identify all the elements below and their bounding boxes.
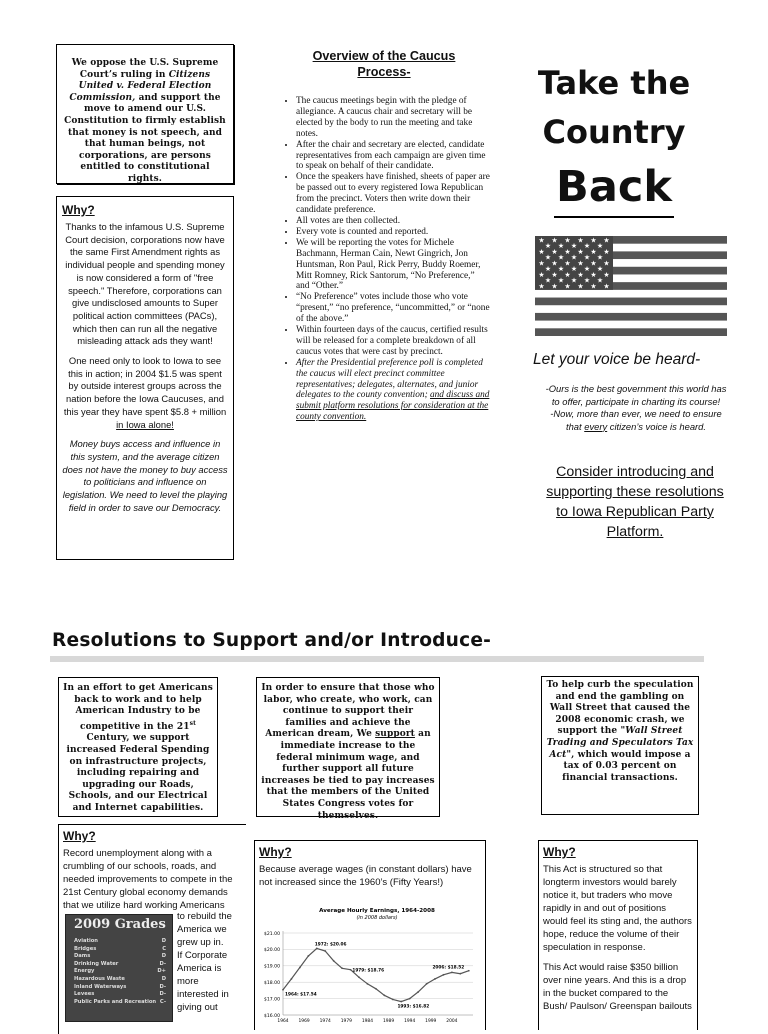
caucus-step: • Once the speakers have finished, sheets of paper are be passed out to every registered Iowa Republican from the precinct. Voters then write down their candidate preference.: [296, 172, 490, 216]
flag-star: ★: [564, 247, 571, 256]
data-point: [451, 971, 453, 973]
data-point: [409, 998, 411, 1000]
data-point: [282, 989, 284, 991]
why-paragraph: Thanks to the infamous U.S. Supreme Court decision, corporations now have the same First Amendment rights as individual people and spending money is now considered a form of "free speech." Therefore, corporations can give undisclosed amounts to Super political action committees (PACs), which then can run all the negative misleading attack ads they want!: [65, 221, 225, 347]
y-tick-label: $16.00: [263, 1013, 280, 1019]
data-point: [307, 955, 309, 957]
caucus-step: • Within fourteen days of the caucus, certified results will be released for a complete breakdown of all caucus votes that were cast by precinct.: [296, 325, 490, 358]
flag-star: ★: [596, 265, 604, 274]
flag-star: ★: [583, 253, 591, 262]
chart-title: Average Hourly Earnings, 1964-2008: [319, 908, 435, 914]
flag-star: ★: [596, 276, 604, 285]
data-point: [299, 967, 301, 969]
heading-rule: [50, 656, 704, 662]
x-tick-label: 1964: [277, 1019, 289, 1024]
cover-note-2: -Now, more than ever, we need to ensure that every citizen’s voice is heard.: [550, 408, 722, 432]
flag-star: ★: [590, 236, 597, 245]
resolutions-heading: Resolutions to Support and/or Introduce-: [52, 630, 492, 651]
caucus-step: • “No Preference” votes include those who vote “present,” “no preference, “uncommitted,” or “none of the above.”: [296, 292, 490, 325]
data-point: [324, 950, 326, 952]
flag-star: ★: [551, 236, 558, 245]
flag-star: ★: [544, 253, 552, 262]
data-point: [400, 1001, 402, 1003]
flag-star: ★: [538, 282, 545, 291]
flag-star: ★: [544, 276, 552, 285]
x-tick-label: 1979: [340, 1019, 352, 1024]
democracy-paragraph: Money buys access and influence in this system, and the average citizen does not have the money to buy access to politicians and influence on legislation. We need to level the playing field in order to save our Democracy.: [62, 438, 228, 513]
flag-image: [535, 236, 727, 336]
resolution-infrastructure-text: In an effort to get Americans back to work and to help American Industry to be competitive in the 21st Century, we support increased Federal Spending on infrastructure projects, including repairing and upgrading our Roads, Schools, and our Electrical and Internet capabilities.: [63, 683, 213, 813]
data-point: [459, 973, 461, 975]
resolution-minimum-wage-text: In order to ensure that those who labor, who create, who work, can continue to support their families and achieve the American dream, We support an immediate increase to the federal minimum wage, and further support all future increases be tied to pay increases that the members of the United States Congress votes for themselves.: [261, 683, 435, 821]
data-point: [350, 969, 352, 971]
flag-star: ★: [577, 259, 584, 268]
flag-stripe: [535, 313, 727, 321]
caucus-step: • After the chair and secretary are elected, candidate representatives from each campaign are given time to speak on behalf of their candidate.: [296, 140, 490, 173]
flag-star: ★: [583, 265, 591, 274]
caucus-step: • We will be reporting the votes for Michele Bachmann, Herman Cain, Newt Gingrich, Jon Huntsman, Ron Paul, Rick Perry, Buddy Roemer, Mitt Romney, Rick Santorum, “No Preference,” and “Other.”: [296, 238, 490, 293]
x-tick-label: 1969: [298, 1019, 310, 1024]
hourly-earnings-chart: [257, 903, 481, 1031]
flag-star: ★: [590, 259, 597, 268]
cover-title: [520, 60, 708, 218]
y-tick-label: $17.00: [263, 997, 280, 1003]
flag-star: ★: [557, 242, 565, 251]
x-tick-label: 1989: [382, 1019, 395, 1024]
grade-row: Energy D+: [74, 968, 166, 975]
iowa-spending-paragraph: One need only to look to Iowa to see this in action; in 2004 $1.5 was spent by outside interest groups across the nation before the Iowa Caucuses, and this year they have spent $5.8 + million in Iowa alone!: [63, 355, 227, 430]
flag-star: ★: [551, 270, 558, 279]
grade-row: Dams D: [74, 953, 166, 960]
flag-star: ★: [577, 247, 584, 256]
flag-stripe: [535, 298, 727, 306]
grade-row: Hazardous Waste D: [74, 975, 166, 982]
flag-star: ★: [564, 259, 571, 268]
infrastructure-why-side-text: to rebuild the America we grew up in. If Corporate America is more interested in giving out: [177, 911, 232, 1013]
american-flag: [535, 236, 727, 336]
flag-star: ★: [603, 270, 610, 279]
chart-annotation: 1964: $17.54: [285, 992, 317, 998]
data-point: [443, 974, 445, 976]
trading-tax-why-p1: This Act is structured so that longterm investors would barely notice it, but traders who move rapidly in and out of positions would feel its sting and, the authors hope, reduce the volume of their speculation in response.: [543, 864, 692, 953]
grade-row: Drinking Water D-: [74, 960, 166, 967]
infrastructure-why-box: [58, 824, 246, 1034]
y-tick-label: $21.00: [263, 931, 280, 937]
why-heading: Why?: [259, 845, 292, 859]
cover-note-1: -Ours is the best government this world has to offer, participate in charting its course!: [545, 383, 727, 407]
caucus-overview: [278, 48, 490, 423]
flag-star: ★: [603, 282, 610, 291]
grade-row: Inland Waterways D-: [74, 983, 166, 990]
caucus-step: • All votes are then collected.: [296, 216, 490, 227]
flag-star: ★: [564, 270, 571, 279]
grade-row: Bridges C: [74, 945, 166, 952]
data-point: [375, 988, 377, 990]
grades-table: [65, 914, 173, 1022]
caucus-step: • Every vote is counted and reported.: [296, 227, 490, 238]
cover-notes: [542, 383, 730, 433]
data-point: [417, 991, 419, 993]
chart-annotation: 1993: $16.82: [397, 1004, 430, 1010]
data-point: [468, 970, 470, 972]
flag-stripe: [535, 290, 727, 298]
resolution-minimum-wage: [256, 677, 440, 821]
grade-row: Public Parks and Recreation C-: [74, 998, 166, 1005]
x-tick-label: 2004: [446, 1019, 458, 1024]
flag-star: ★: [590, 247, 597, 256]
why-heading: Why?: [543, 845, 576, 859]
trading-tax-why-p2: This Act would raise $350 billion over nine years. And this is a drop in the bucket compared to the Bush/ Paulson/ Greenspan bailouts: [543, 962, 692, 1012]
flag-star: ★: [570, 276, 578, 285]
x-tick-label: 1994: [404, 1019, 416, 1024]
why-heading: Why?: [63, 829, 96, 843]
flag-star: ★: [570, 253, 578, 262]
data-point: [316, 948, 318, 950]
flag-star: ★: [538, 247, 545, 256]
flag-star: ★: [570, 242, 578, 251]
money-why-box: [56, 196, 234, 560]
trading-tax-why-box: [538, 840, 698, 1030]
resolution-trading-tax-text: To help curb the speculation and end the gambling on Wall Street that caused the 2008 economic crash, we support the "Wall Street Trading and Speculators Tax Act", which would impose a tax of 0.03 percent on financial transactions.: [546, 680, 694, 783]
y-tick-label: $19.00: [263, 964, 280, 970]
data-point: [341, 967, 343, 969]
y-tick-label: $20.00: [263, 948, 280, 954]
y-tick-label: $18.00: [263, 981, 280, 986]
flag-star: ★: [551, 259, 558, 268]
flag-star: ★: [564, 236, 571, 245]
flag-star: ★: [603, 247, 610, 256]
data-point: [426, 983, 428, 985]
x-tick-label: 1999: [425, 1019, 437, 1024]
flag-star: ★: [557, 253, 565, 262]
flag-star: ★: [577, 282, 584, 291]
grade-row: Aviation D: [74, 938, 166, 944]
flag-star: ★: [590, 282, 597, 291]
chart-annotation: 2006: $18.52: [432, 965, 465, 971]
data-point: [434, 978, 436, 980]
wages-why-box: [254, 840, 486, 1030]
data-point: [291, 978, 293, 980]
why-heading: Why?: [62, 203, 95, 217]
flag-star: ★: [570, 265, 578, 274]
flag-star: ★: [590, 270, 597, 279]
data-point: [358, 976, 360, 978]
chart-annotation: 1979: $18.76: [352, 968, 385, 974]
cover-line-3: Back: [554, 158, 674, 218]
flag-star: ★: [557, 265, 565, 274]
flag-star: ★: [544, 242, 552, 251]
consider-text: Consider introducing and supporting these resolutions to Iowa Republican Party Platform.: [546, 464, 724, 540]
flag-star: ★: [538, 236, 545, 245]
x-tick-label: 1974: [319, 1019, 331, 1024]
caucus-step: • The caucus meetings begin with the pledge of allegiance. A caucus chair and secretary will be elected by the body to run the meeting and take notes.: [296, 96, 490, 140]
flag-star: ★: [577, 236, 584, 245]
citizens-united-text: We oppose the U.S. Supreme Court’s ruling in Citizens United v. Federal Election Commission, and support the move to amend our U.S. Constitution to firmly establish that money is not speech, and that human beings, not corporations, are persons entitled to constitutional rights.: [64, 58, 226, 184]
flag-star: ★: [583, 276, 591, 285]
flag-star: ★: [603, 259, 610, 268]
wages-why-text: Because average wages (in constant dollars) have not increased since the 1960’s (Fifty Years!): [259, 864, 472, 888]
caucus-step: • After the Presidential preference poll is completed the caucus will elect precinct committee representatives; delegates, alternates, and junior delegates to the county convention; and discuss and submit platform resolutions for consideration at the county convention.: [296, 358, 490, 423]
x-tick-label: 1984: [361, 1019, 374, 1024]
data-point: [333, 960, 335, 962]
flag-stripe: [535, 328, 727, 336]
flag-star: ★: [603, 236, 610, 245]
cover-line-2: Country: [542, 113, 686, 151]
grades-title: 2009 Grades: [74, 917, 166, 932]
flag-star: ★: [551, 282, 558, 291]
flag-star: ★: [596, 253, 604, 262]
flag-star: ★: [538, 259, 545, 268]
data-point: [392, 999, 394, 1001]
resolution-infrastructure: [58, 677, 218, 817]
infrastructure-why-text: Record unemployment along with a crumbling of our schools, roads, and needed improvements to compete in the 21st Century global economy demands that we utilize hard working Americans: [63, 848, 233, 911]
flag-star: ★: [577, 270, 584, 279]
grade-row: Levees D-: [74, 991, 166, 998]
overview-title: Overview of the Caucus Process-: [312, 49, 456, 79]
chart-subtitle: (in 2008 dollars): [356, 915, 398, 921]
tagline: Let your voice be heard-: [533, 351, 701, 368]
flag-stripe: [535, 305, 727, 313]
flag-stripe: [535, 321, 727, 329]
flag-star: ★: [538, 270, 545, 279]
citizens-united-box: [56, 44, 234, 184]
flag-star: ★: [596, 242, 604, 251]
caucus-steps-list: [278, 96, 490, 423]
flag-star: ★: [583, 242, 591, 251]
cover-line-1: Take the: [537, 64, 691, 102]
resolution-trading-tax: [541, 676, 699, 815]
flag-star: ★: [544, 265, 552, 274]
flag-star: ★: [564, 282, 571, 291]
flag-star: ★: [551, 247, 558, 256]
data-point: [367, 983, 369, 985]
chart-annotation: 1972: $20.06: [314, 942, 347, 948]
data-point: [383, 994, 385, 996]
flag-star: ★: [557, 276, 565, 285]
